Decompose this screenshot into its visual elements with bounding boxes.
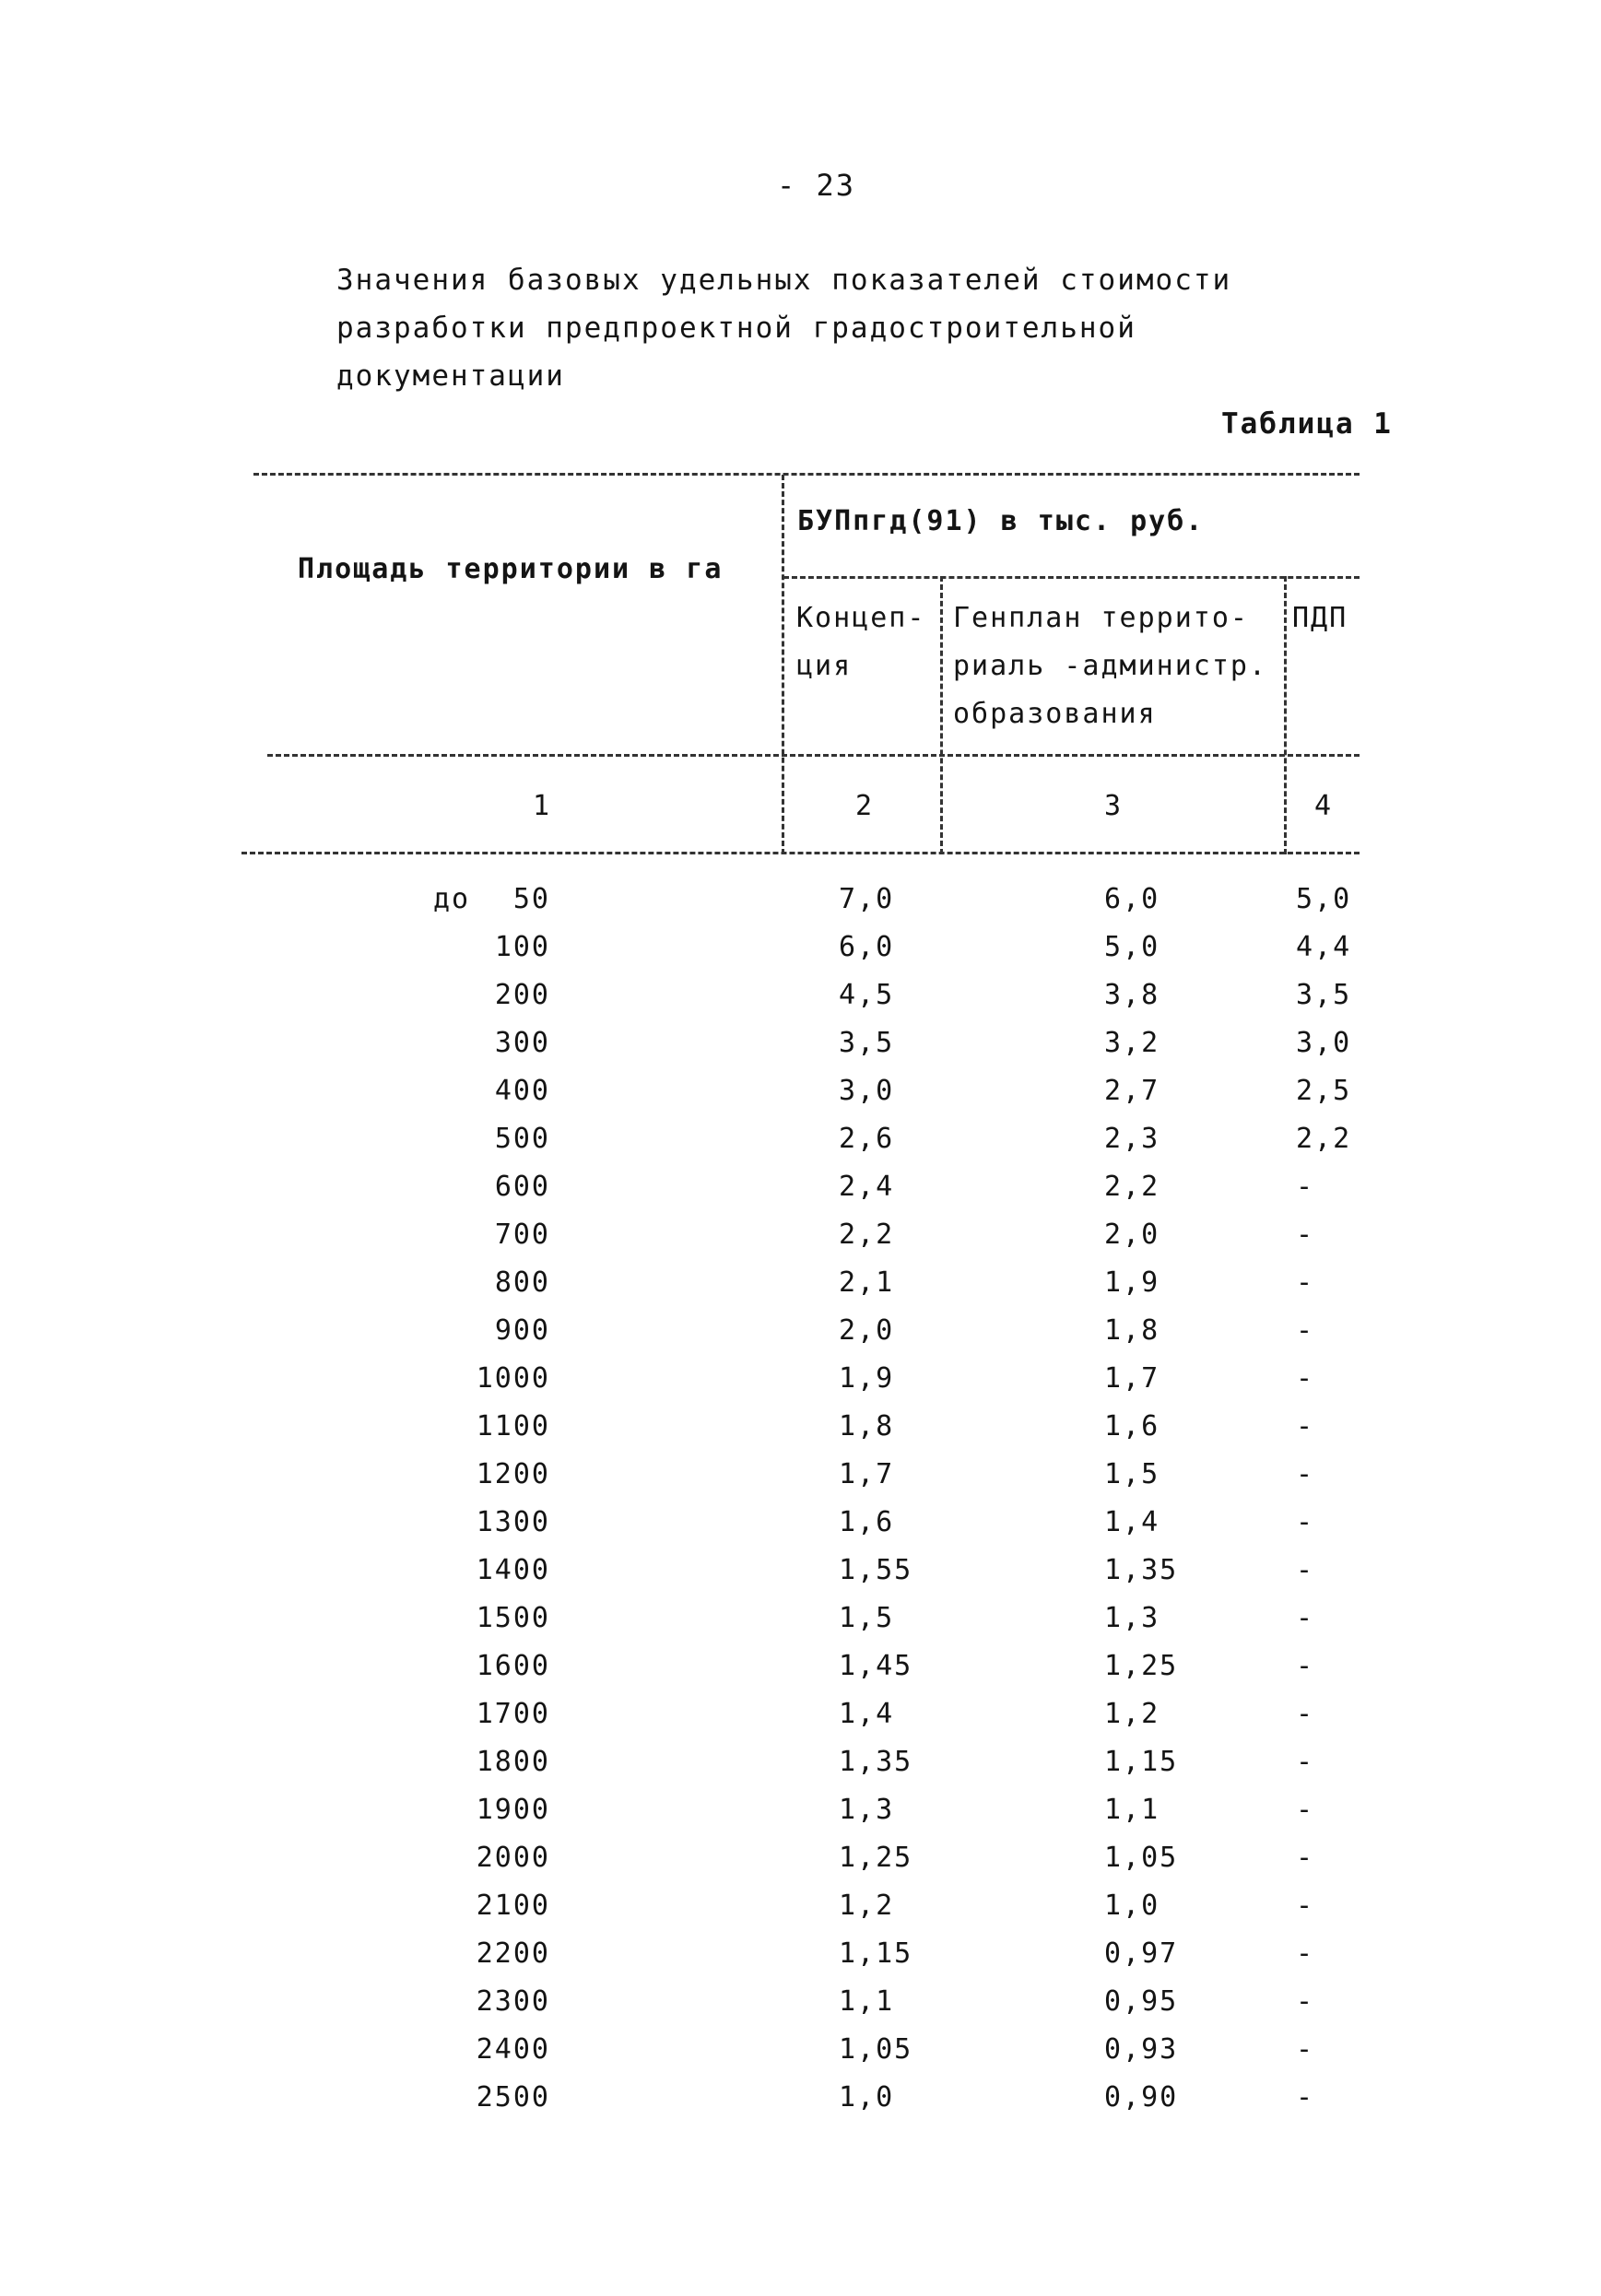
table-row	[0, 1602, 1601, 1650]
area-cell: 700	[494, 1219, 550, 1251]
area-cell: 200	[494, 979, 550, 1011]
genplan-cell: 2,7	[1104, 1075, 1160, 1107]
concept-cell: 3,0	[839, 1075, 895, 1107]
genplan-cell: 1,35	[1104, 1554, 1179, 1586]
genplan-cell: 2,2	[1104, 1171, 1160, 1203]
page-number: - 23	[777, 168, 856, 203]
area-cell: 2400	[476, 2033, 550, 2066]
table-body	[0, 883, 1601, 2129]
area-cell: 100	[494, 931, 550, 963]
column-divider-3	[1284, 576, 1287, 854]
area-cell: 50	[512, 883, 550, 915]
pdp-cell: -	[1296, 1458, 1315, 1490]
table-row	[0, 1746, 1601, 1794]
column-divider-1	[782, 475, 784, 854]
table-row	[0, 1937, 1601, 1985]
document-title-line-2: разработки предпроектной градостроительной	[336, 312, 1136, 345]
area-prefix-cell: до	[433, 883, 471, 915]
concept-cell: 1,15	[839, 1937, 913, 1970]
pdp-column-header: ПДП	[1292, 602, 1348, 634]
table-row	[0, 1410, 1601, 1458]
genplan-cell: 1,7	[1104, 1362, 1160, 1395]
concept-cell: 2,4	[839, 1171, 895, 1203]
table-row	[0, 1506, 1601, 1554]
concept-cell: 4,5	[839, 979, 895, 1011]
pdp-cell: -	[1296, 1266, 1315, 1299]
concept-cell: 2,2	[839, 1219, 895, 1251]
group-header: БУПпгд(91) в тыс. руб.	[797, 505, 1205, 537]
table-row	[0, 1698, 1601, 1746]
column-divider-2	[940, 576, 943, 854]
genplan-cell: 1,5	[1104, 1458, 1160, 1490]
concept-column-header-line-2: ция	[796, 650, 853, 682]
table-caption: Таблица 1	[1221, 407, 1393, 441]
concept-cell: 1,25	[839, 1842, 913, 1874]
table-row	[0, 1027, 1601, 1075]
table-row	[0, 1985, 1601, 2033]
area-cell: 1200	[476, 1458, 550, 1490]
pdp-cell: -	[1296, 1937, 1315, 1970]
genplan-cell: 1,6	[1104, 1410, 1160, 1442]
concept-cell: 2,1	[839, 1266, 895, 1299]
pdp-cell: -	[1296, 1650, 1315, 1682]
concept-cell: 1,4	[839, 1698, 895, 1730]
concept-cell: 2,6	[839, 1123, 895, 1155]
genplan-cell: 0,90	[1104, 2081, 1179, 2113]
area-cell: 1700	[476, 1698, 550, 1730]
concept-cell: 1,05	[839, 2033, 913, 2066]
genplan-cell: 0,93	[1104, 2033, 1179, 2066]
pdp-cell: 2,2	[1296, 1123, 1352, 1155]
column-number-1: 1	[533, 790, 552, 822]
area-cell: 800	[494, 1266, 550, 1299]
document-title-line-3: документации	[336, 359, 565, 393]
genplan-cell: 1,2	[1104, 1698, 1160, 1730]
table-row	[0, 1123, 1601, 1171]
pdp-cell: -	[1296, 1842, 1315, 1874]
concept-column-header-line-1: Концеп-	[796, 602, 926, 634]
pdp-cell: -	[1296, 1602, 1315, 1634]
table-row	[0, 1842, 1601, 1890]
table-row	[0, 979, 1601, 1027]
genplan-cell: 1,25	[1104, 1650, 1179, 1682]
table-row	[0, 2081, 1601, 2129]
pdp-cell: -	[1296, 2081, 1315, 2113]
area-cell: 1100	[476, 1410, 550, 1442]
concept-cell: 2,0	[839, 1314, 895, 1347]
pdp-cell: -	[1296, 1794, 1315, 1826]
table-row	[0, 1314, 1601, 1362]
column-number-2: 2	[855, 790, 875, 822]
area-cell: 2100	[476, 1890, 550, 1922]
genplan-column-header-line-3: образования	[953, 698, 1157, 730]
concept-cell: 1,2	[839, 1890, 895, 1922]
concept-cell: 1,35	[839, 1746, 913, 1778]
pdp-cell: -	[1296, 1410, 1315, 1442]
genplan-cell: 1,1	[1104, 1794, 1160, 1826]
table-row	[0, 1554, 1601, 1602]
concept-cell: 6,0	[839, 931, 895, 963]
genplan-cell: 1,4	[1104, 1506, 1160, 1538]
document-title-line-1: Значения базовых удельных показателей стоимости	[336, 264, 1232, 297]
pdp-cell: -	[1296, 1746, 1315, 1778]
table-row	[0, 1650, 1601, 1698]
area-cell: 2000	[476, 1842, 550, 1874]
table-row	[0, 1075, 1601, 1123]
genplan-cell: 0,97	[1104, 1937, 1179, 1970]
pdp-cell: -	[1296, 1985, 1315, 2018]
pdp-cell: -	[1296, 2033, 1315, 2066]
table-row	[0, 1458, 1601, 1506]
concept-cell: 1,8	[839, 1410, 895, 1442]
table-row	[0, 1266, 1601, 1314]
area-cell: 1300	[476, 1506, 550, 1538]
pdp-cell: -	[1296, 1362, 1315, 1395]
pdp-cell: -	[1296, 1171, 1315, 1203]
area-cell: 1400	[476, 1554, 550, 1586]
pdp-cell: -	[1296, 1890, 1315, 1922]
pdp-cell: 3,0	[1296, 1027, 1352, 1059]
column-number-3: 3	[1104, 790, 1124, 822]
area-cell: 2200	[476, 1937, 550, 1970]
genplan-cell: 1,3	[1104, 1602, 1160, 1634]
concept-cell: 3,5	[839, 1027, 895, 1059]
pdp-cell: -	[1296, 1506, 1315, 1538]
genplan-cell: 2,0	[1104, 1219, 1160, 1251]
table-row	[0, 1171, 1601, 1219]
pdp-cell: -	[1296, 1554, 1315, 1586]
genplan-cell: 3,8	[1104, 979, 1160, 1011]
genplan-cell: 0,95	[1104, 1985, 1179, 2018]
area-cell: 1600	[476, 1650, 550, 1682]
genplan-cell: 1,05	[1104, 1842, 1179, 1874]
table-row	[0, 1362, 1601, 1410]
pdp-cell: 3,5	[1296, 979, 1352, 1011]
area-cell: 1800	[476, 1746, 550, 1778]
pdp-cell: -	[1296, 1314, 1315, 1347]
area-cell: 2500	[476, 2081, 550, 2113]
concept-cell: 1,5	[839, 1602, 895, 1634]
pdp-cell: 5,0	[1296, 883, 1352, 915]
concept-cell: 1,0	[839, 2081, 895, 2113]
area-cell: 1500	[476, 1602, 550, 1634]
genplan-cell: 3,2	[1104, 1027, 1160, 1059]
header-bottom-rule	[267, 754, 1360, 757]
area-column-header: Площадь территории в га	[298, 553, 724, 585]
area-cell: 300	[494, 1027, 550, 1059]
area-cell: 2300	[476, 1985, 550, 2018]
area-cell: 1000	[476, 1362, 550, 1395]
genplan-cell: 1,15	[1104, 1746, 1179, 1778]
genplan-cell: 1,9	[1104, 1266, 1160, 1299]
genplan-column-header-line-1: Генплан террито-	[953, 602, 1249, 634]
area-cell: 400	[494, 1075, 550, 1107]
column-numbers-rule	[241, 852, 1360, 854]
pdp-cell: -	[1296, 1219, 1315, 1251]
concept-cell: 1,3	[839, 1794, 895, 1826]
genplan-cell: 5,0	[1104, 931, 1160, 963]
table-row	[0, 1794, 1601, 1842]
genplan-cell: 2,3	[1104, 1123, 1160, 1155]
pdp-cell: -	[1296, 1698, 1315, 1730]
genplan-cell: 1,8	[1104, 1314, 1160, 1347]
table-row	[0, 2033, 1601, 2081]
table-row	[0, 883, 1601, 931]
table-top-rule	[253, 473, 1360, 476]
concept-cell: 1,9	[839, 1362, 895, 1395]
area-cell: 1900	[476, 1794, 550, 1826]
table-row	[0, 1219, 1601, 1266]
area-cell: 600	[494, 1171, 550, 1203]
table-row	[0, 1890, 1601, 1937]
concept-cell: 7,0	[839, 883, 895, 915]
area-cell: 900	[494, 1314, 550, 1347]
pdp-cell: 4,4	[1296, 931, 1352, 963]
concept-cell: 1,45	[839, 1650, 913, 1682]
concept-cell: 1,6	[839, 1506, 895, 1538]
genplan-cell: 1,0	[1104, 1890, 1160, 1922]
concept-cell: 1,7	[839, 1458, 895, 1490]
table-row	[0, 931, 1601, 979]
area-cell: 500	[494, 1123, 550, 1155]
genplan-column-header-line-2: риаль -администр.	[953, 650, 1268, 682]
column-number-4: 4	[1314, 790, 1334, 822]
concept-cell: 1,1	[839, 1985, 895, 2018]
concept-cell: 1,55	[839, 1554, 913, 1586]
genplan-cell: 6,0	[1104, 883, 1160, 915]
pdp-cell: 2,5	[1296, 1075, 1352, 1107]
group-header-rule	[783, 576, 1360, 579]
